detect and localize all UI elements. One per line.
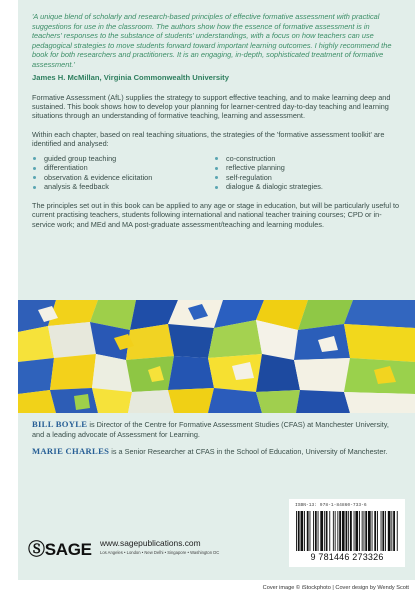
sage-logo: ⓈSAGE xyxy=(28,540,92,559)
toolkit-list xyxy=(32,154,400,192)
intro-paragraph: Formative Assessment (AfL) supplies the strategy to support effective teaching, and to make learning deep and sustained. This book shows how to develop your planning for learner-centred day-to-day teaching and learning situations through an understanding of formative teaching, learning and assessment. xyxy=(32,92,391,121)
publisher-block xyxy=(28,535,268,567)
author-description: is Director of the Centre for Formative Assessment Studies (CFAS) at Manchester University, and a leading advocate of Assessment for Learning. xyxy=(32,420,389,439)
sage-logo-icon: Ⓢ xyxy=(28,540,45,559)
cover-credit: Cover image © iStockphoto | Cover design by Wendy Scott xyxy=(262,585,409,591)
author-name: MARIE CHARLES xyxy=(32,446,110,457)
barcode xyxy=(289,499,405,567)
endorsement-author: James H. McMillan, Virginia Commonwealth University xyxy=(32,72,229,82)
toolkit-item: co-construction xyxy=(214,154,390,164)
author-bio xyxy=(32,420,402,439)
barcode-bars xyxy=(295,511,399,551)
author-bios xyxy=(32,420,402,465)
toolkit-item: guided group teaching xyxy=(32,154,208,164)
author-name: BILL BOYLE xyxy=(32,419,88,429)
toolkit-intro: Within each chapter, based on real teaching situations, the strategies of the 'formative assessment toolkit' are identified and analysed: xyxy=(32,129,385,149)
publisher-cities: Los Angeles • London • New Delhi • Singapore • Washington DC xyxy=(100,550,220,555)
publisher-url[interactable]: www.sagepublications.com xyxy=(100,538,201,548)
endorsement-quote: 'A unique blend of scholarly and research-based principles of effective formative assessment with practical suggestions for use in the classroom. The authors show how the essence of formative assessment is in teachers' responses to the substance of students' understandings, with a focus on how teachers can use pedagogical strategies to move students forward toward important learning outcomes. I highly recommend the book for both researchers and practitioners. It is an engaging, in-depth, sophisticated treatment of formative assessment.' xyxy=(32,12,392,69)
isbn-label: ISBN-13: 978-1-84860-733-6 xyxy=(295,503,367,508)
closing-paragraph: The principles set out in this book can be applied to any age or stage in education, but will be particularly useful to current practising teachers, students following international and national teacher training courses; CPD or in-service work; and MEd and MA post-graduate assessment/teaching and learning modules. xyxy=(32,200,400,229)
mosaic-image xyxy=(18,300,415,413)
toolkit-item: reflective planning xyxy=(214,163,390,173)
toolkit-item: self-regulation xyxy=(214,173,390,183)
author-description: is a Senior Researcher at CFAS in the School of Education, University of Manchester. xyxy=(109,447,388,457)
back-cover xyxy=(18,0,415,580)
toolkit-item: observation & evidence elicitation xyxy=(32,173,208,183)
cover-text xyxy=(32,12,400,229)
toolkit-item: differentiation xyxy=(32,163,208,173)
toolkit-item: dialogue & dialogic strategies. xyxy=(214,182,390,192)
author-bio xyxy=(32,447,402,457)
isbn-digits: 9 781446 273326 xyxy=(310,552,384,562)
toolkit-item: analysis & feedback xyxy=(32,182,208,192)
